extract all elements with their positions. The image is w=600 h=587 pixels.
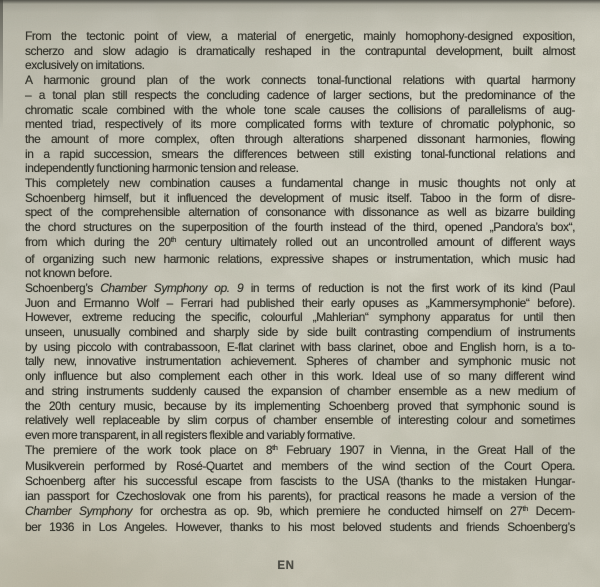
body-text: exclusively on imitations. <box>25 58 145 73</box>
text-line <box>25 191 575 206</box>
body-text: spect of the comprehensible alternation of consonance with dissonance as well as bizarre building <box>25 205 575 220</box>
paragraph <box>25 443 575 535</box>
text-line <box>25 266 575 281</box>
body-text: This completely new combination causes a fundamental change in music thoughts not only at <box>25 176 575 191</box>
body-text: Schoenberg himself, but it influenced the development of music itself. Taboo in the form of disre- <box>25 190 575 205</box>
superscript-text: th <box>170 235 176 245</box>
paragraph <box>25 29 575 73</box>
text-line <box>25 325 575 340</box>
body-text: Schoenberg’s <box>25 280 101 295</box>
text-line <box>25 413 575 428</box>
body-text: February 1907 in Vienna, in the Great Hall of the <box>277 442 575 457</box>
text-line <box>25 117 575 132</box>
paragraph <box>25 73 575 176</box>
text-line <box>25 474 575 489</box>
text-line <box>25 296 575 311</box>
superscript-text: th <box>272 443 278 453</box>
text-line <box>25 281 575 296</box>
italic-text: Chamber Symphony op. 9 <box>100 280 244 295</box>
body-text: ber 1936 in Los Angeles. However, thanks to his most beloved students and friends Schoenberg’s <box>25 520 575 535</box>
text-line <box>25 88 575 103</box>
text-line <box>25 103 575 118</box>
text-line <box>25 310 575 325</box>
body-text: tally new, innovative instrumentation achievement. Spheres of chamber and symphonic music not <box>25 354 575 369</box>
body-text: for orchestra as op. 9b, which premiere he conducted himself on 27 <box>132 503 523 518</box>
body-text: and string instruments suddenly caused the expansion of chamber ensemble as a new medium of <box>25 383 575 398</box>
body-text: from which during the 20 <box>25 234 171 249</box>
body-text: of organizing such new harmonic relations, expressive shapes or instrumentation, which music had <box>25 251 575 266</box>
body-text: the amount of more complex, often through alterations sharpened dissonant harmonies, flowing <box>25 131 575 146</box>
italic-text: Chamber Symphony <box>25 503 133 518</box>
body-text: the chord structures on the superposition of the fourth instead of the third, opened „Pandora’s box“, <box>25 220 575 235</box>
body-text: relatively well replaceable by slim corpus of chamber ensemble of interesting colour and sometimes <box>25 413 575 428</box>
text-line <box>25 161 575 176</box>
text-line <box>25 73 575 88</box>
text-block <box>25 29 575 535</box>
text-line <box>25 29 575 44</box>
body-text: However, extreme reducing the specific, colourful „Mahlerian“ symphony apparatus for until then <box>25 310 575 325</box>
body-text: From the tectonic point of view, a material of energetic, mainly homophony-designed exposition, <box>25 29 575 43</box>
body-text: ian passport for Czechoslovak one from his parents), for practical reasons he made a version of the <box>25 488 575 503</box>
text-line <box>25 384 575 399</box>
text-line <box>25 205 575 220</box>
body-text: the 20th century music, because by its implementing Schoenberg proved that symphonic sound is <box>25 398 575 413</box>
text-line <box>25 132 575 147</box>
body-text: Musikverein performed by Rosé-Quartet and members of the wind section of the Court Opera. <box>25 459 575 474</box>
text-line <box>25 58 575 73</box>
superscript-text: th <box>522 503 528 513</box>
text-line <box>25 459 575 474</box>
body-text: The premiere of the work took place on 8 <box>25 442 273 457</box>
body-text: in terms of reduction is not the first work of its kind (Paul <box>243 280 575 295</box>
text-line <box>25 489 575 504</box>
paragraph <box>25 281 575 443</box>
paragraph <box>25 176 575 281</box>
text-line <box>25 235 575 252</box>
page-left-edge-shadow <box>0 0 3 130</box>
body-text: chromatic scale combined with the whole tone scale causes the collisions of parallelisms of aug- <box>25 102 575 117</box>
text-line <box>25 340 575 355</box>
text-line <box>25 504 575 521</box>
body-text: Decem- <box>527 503 575 518</box>
text-line <box>25 369 575 384</box>
text-line <box>25 220 575 235</box>
language-label: EN <box>277 560 295 572</box>
body-text: century ultimately rolled out an uncontrolled amount of different ways <box>175 234 575 249</box>
body-text: by using piccolo with contrabassoon, E-flat clarinet with bass clarinet, oboe and English horn, is a to- <box>25 339 575 354</box>
body-text: unseen, unusually combined and sharply side by side built contrasting compendium of instruments <box>25 325 575 340</box>
body-text: scherzo and slow adagio is dramatically reshaped in the contrapuntal development, built almost <box>25 43 575 58</box>
body-text: A harmonic ground plan of the work connects tonal-functional relations with quartal harmony <box>25 73 575 88</box>
text-line <box>25 176 575 191</box>
text-line <box>25 147 575 162</box>
body-text: independently functioning harmonic tension and release. <box>25 161 299 176</box>
text-line <box>25 399 575 414</box>
page-top-edge-shadow <box>0 0 600 4</box>
body-text: even more transparent, in all registers flexible and variably formative. <box>25 427 356 442</box>
text-line <box>25 354 575 369</box>
text-line <box>25 428 575 443</box>
text-line <box>25 443 575 460</box>
body-text: Juon and Ermanno Wolf – Ferrari had published their early opuses as „Kammersymphonie“ before). <box>25 295 575 310</box>
text-line <box>25 252 575 267</box>
body-text: Schoenberg after his successful escape from fascists to the USA (thanks to the mistaken Hungar- <box>25 474 575 489</box>
text-line <box>25 520 575 535</box>
body-text: in a rapid succession, smears the differences between still existing tonal-functional relations and <box>25 146 575 161</box>
body-text: mented triad, respectively of its more complicated forms with texture of chromatic polyphonic, so <box>25 117 575 132</box>
body-text: – a tonal plan still respects the concluding cadence of larger sections, but the predominance of the <box>25 87 575 102</box>
body-text: only influence but also complement each other in this work. Ideal use of so many different wind <box>25 369 575 384</box>
text-line <box>25 44 575 59</box>
body-text: not known before. <box>25 266 112 281</box>
